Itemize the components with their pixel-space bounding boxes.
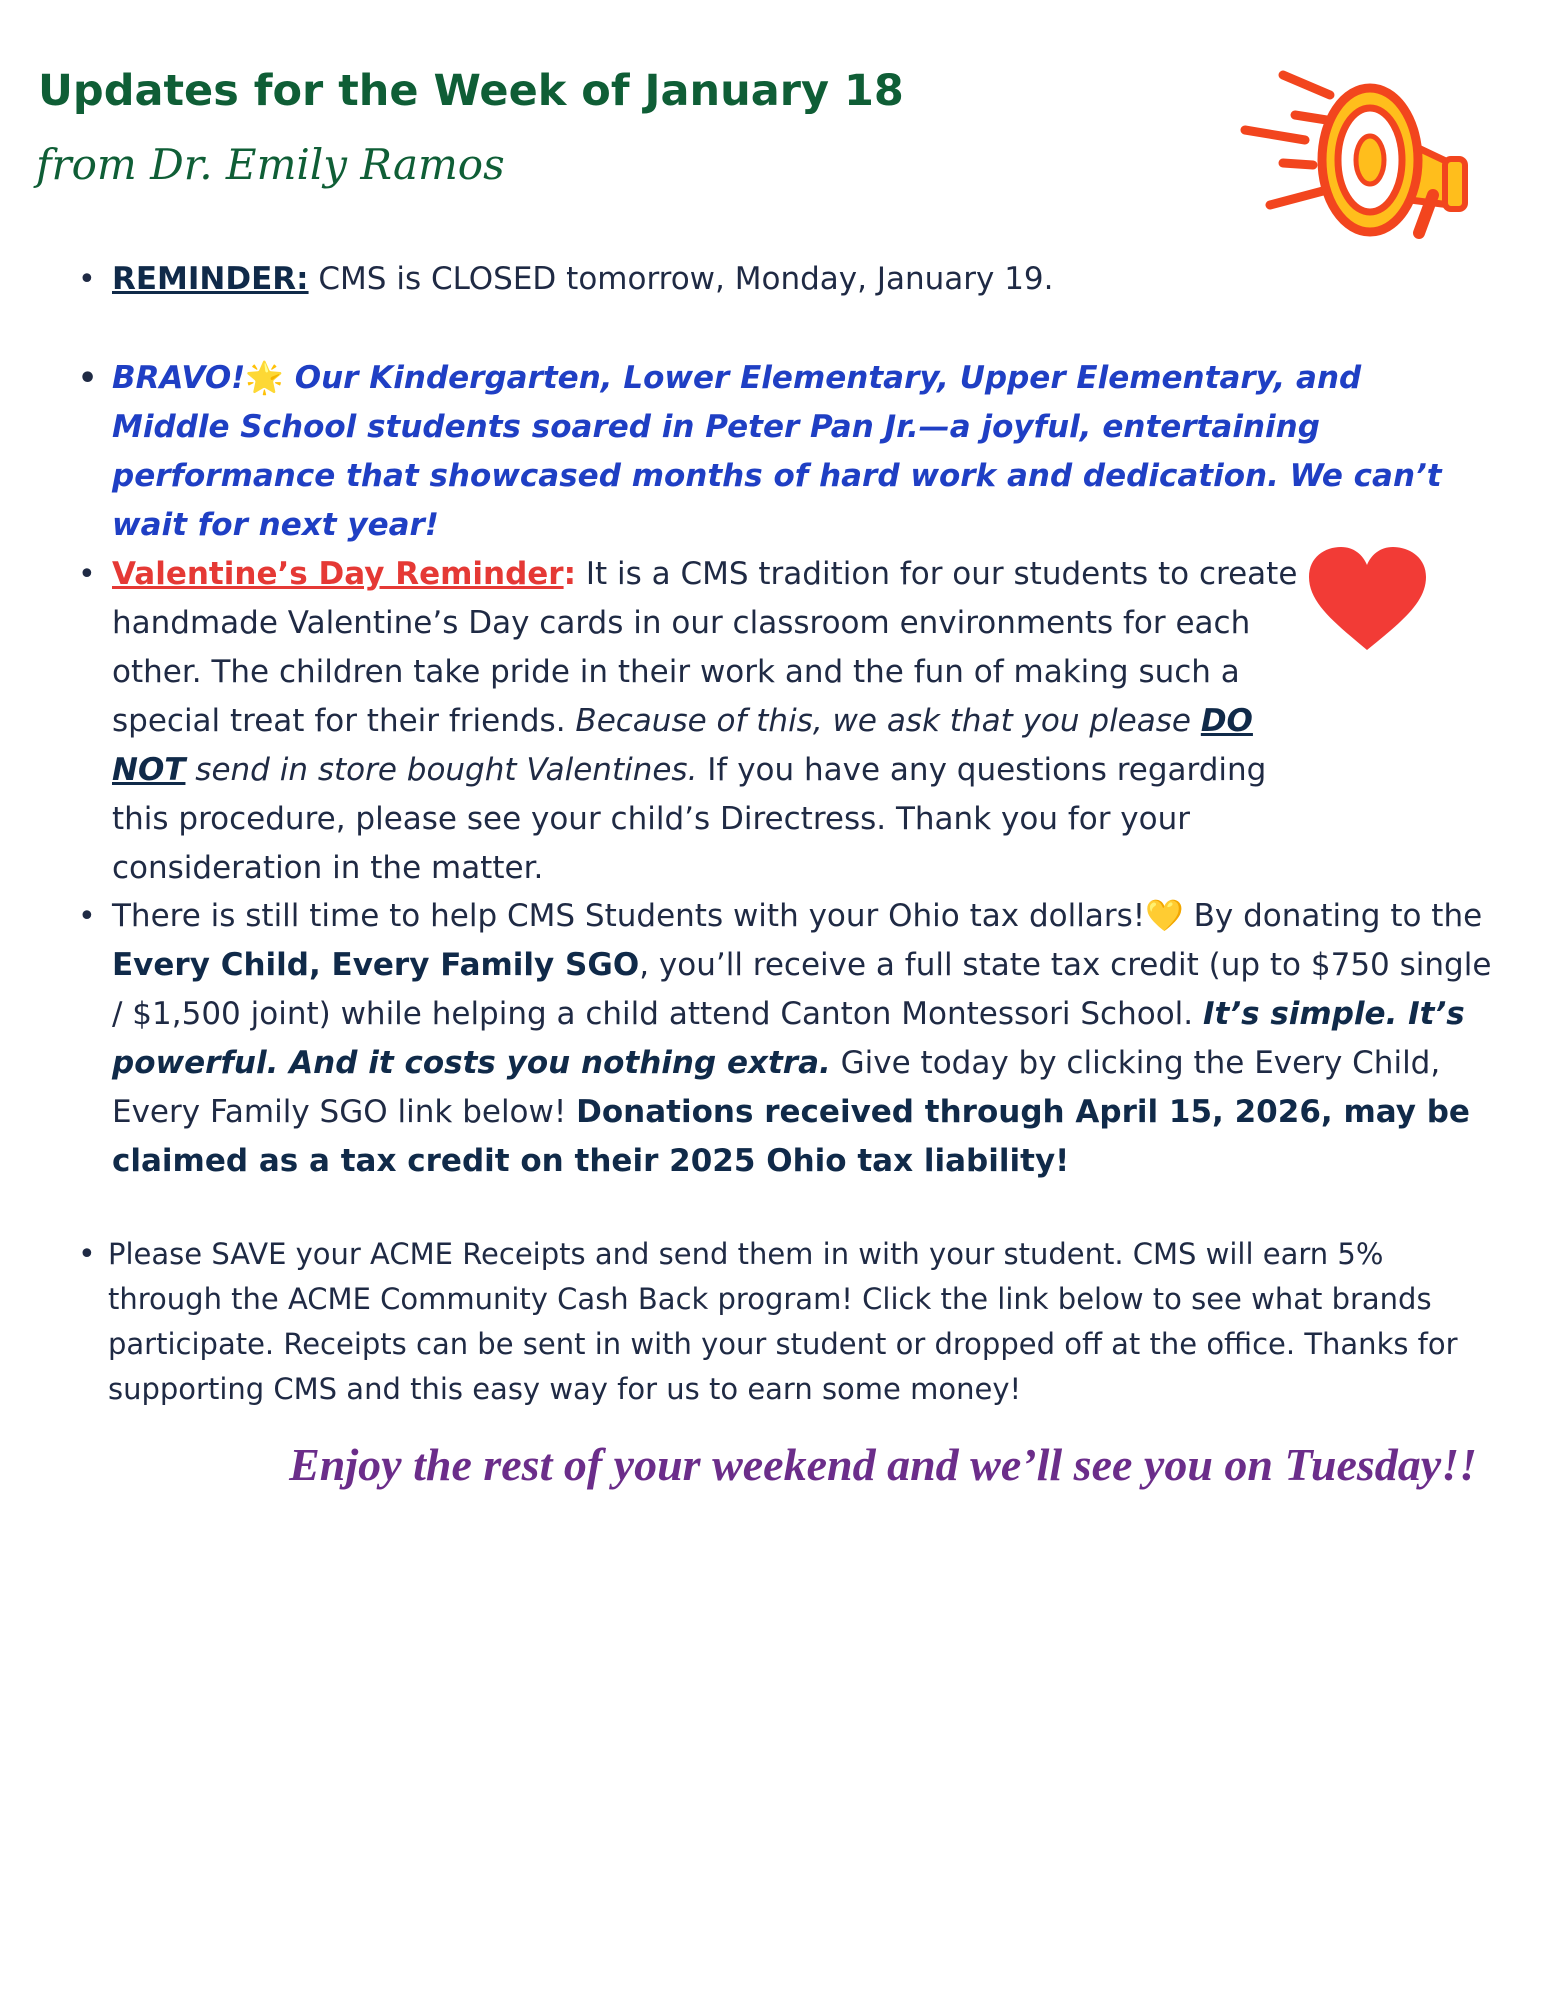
yellow-heart-icon: 💛 [1145,898,1184,934]
bravo-text: Our Kindergarten, Lower Elementary, Upper Elementary, and Middle School students soared in Peter Pan Jr.—a joyful, entertaining performance that showcased months of hard work and dedication. We can’t wait for next year! [112,360,1442,543]
sgo-deadline: Donations received through April 15, 2026, may be claimed as a tax credit on their 2025 Ohio tax liability! [112,1094,1470,1179]
list-item-valentine [78,550,1442,893]
closing-message: Enjoy the rest of your weekend and we’ll see you on Tuesday!! [289,1439,1477,1490]
bullet-icon: • [78,1237,96,1272]
bullet-icon: • [78,361,98,396]
valentine-italic-2: send in store bought Valentines. [185,752,698,788]
valentine-colon: : [563,556,576,592]
list-item-sgo [78,892,1502,1186]
sgo-name: Every Child, Every Family SGO [112,947,640,983]
bullet-icon: • [78,899,96,934]
list-item-bravo [78,354,1442,550]
sgo-text-1: There is still time to help CMS Students with your Ohio tax dollars! [112,898,1146,934]
sgo-text-2: By donating to the [1183,898,1483,934]
byline: from Dr. Emily Ramos [36,140,505,189]
reminder-label: REMINDER: [112,261,309,297]
reminder-text: CMS is CLOSED tomorrow, Monday, January 19. [308,261,1054,297]
list-item-reminder [78,255,1492,304]
sgo-emphasis: It’s simple. It’s powerful. And it costs you nothing extra. [112,996,1465,1081]
page-title: Updates for the Week of January 18 [38,66,904,116]
bullet-icon: • [78,262,96,297]
list-item-acme [78,1232,1488,1412]
bravo-label: BRAVO! [112,360,246,396]
valentine-label: Valentine’s Day Reminder [112,556,564,592]
sgo-text-3: , you’ll receive a full state tax credit (up to $750 single / $1,500 joint) while helping a child attend Canton Montessori School. [112,947,1492,1032]
valentine-italic-1: Because of this, we ask that you please [575,703,1201,739]
sgo-text-4: Give today by clicking the Every Child, Every Family SGO link below! [112,1045,1441,1130]
star-icon: 🌟 [245,360,284,396]
bullet-icon: • [78,557,96,592]
valentine-text-2: If you have any questions regarding this procedure, please see your child’s Directress. Thank you for your consideration in the matter. [112,752,1267,886]
megaphone-icon [1195,55,1495,245]
valentine-text-1: It is a CMS tradition for our students to create handmade Valentine’s Day cards in our classroom environments for each other. The children take pride in their work and the fun of making such a special treat for their friends. [112,556,1298,739]
do-not-emphasis: DO NOT [112,703,1253,788]
acme-text: Please SAVE your ACME Receipts and send them in with your student. CMS will earn 5% through the ACME Community Cash Back program! Click the link below to see what brands participate. Receipts can be sent in with your student or dropped off at the office. Thanks for supporting CMS and this easy way for us to earn some money! [108,1237,1458,1406]
